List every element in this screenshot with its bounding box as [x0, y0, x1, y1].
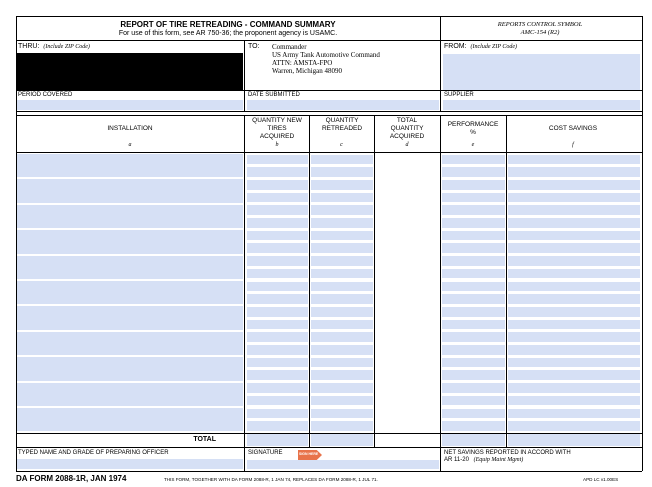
retreaded-cell[interactable] — [311, 307, 373, 317]
rule-line — [16, 471, 642, 472]
col-header-retreaded: QUANTITY RETREADED — [321, 117, 363, 132]
rcs-label: REPORTS CONTROL SYMBOL — [497, 21, 583, 28]
form-title: REPORT OF TIRE RETREADING - COMMAND SUMMARY — [120, 20, 336, 29]
installation-cell[interactable] — [17, 332, 243, 355]
rule-line — [16, 152, 642, 153]
rule-line — [16, 16, 17, 471]
new-tires-cell[interactable] — [247, 218, 308, 228]
cost-savings-cell[interactable] — [508, 155, 640, 165]
rcs-value: AMC-154 (R2) — [520, 29, 560, 36]
new-tires-cell[interactable] — [247, 421, 308, 431]
from-label: FROM: (Include ZIP Code) — [444, 43, 518, 50]
col-header-total-quantity: TOTAL QUANTITY ACQUIRED — [389, 117, 425, 140]
cost-savings-cell[interactable] — [508, 205, 640, 215]
to-label: TO: — [248, 43, 260, 50]
performance-cell[interactable] — [442, 282, 505, 292]
performance-cell[interactable] — [442, 205, 505, 215]
installation-cell[interactable] — [17, 408, 243, 431]
performance-cell[interactable] — [442, 193, 505, 203]
rule-line — [16, 115, 642, 116]
rule-line — [440, 16, 441, 40]
performance-cell[interactable] — [442, 294, 505, 304]
rule-line — [309, 115, 310, 447]
cost-savings-cell[interactable] — [508, 396, 640, 406]
cost-savings-cell[interactable] — [508, 231, 640, 241]
supplier-label: SUPPLIER — [444, 92, 474, 98]
performance-cell[interactable] — [442, 345, 505, 355]
retreaded-cell[interactable] — [311, 358, 373, 368]
retreaded-cell[interactable] — [311, 294, 373, 304]
to-line: Warren, Michigan 48090 — [272, 67, 342, 75]
rule-line — [244, 115, 245, 447]
signature-label: SIGNATURE — [248, 450, 283, 456]
retreaded-cell[interactable] — [311, 383, 373, 393]
performance-cell[interactable] — [442, 307, 505, 317]
performance-cell[interactable] — [442, 243, 505, 253]
rule-line — [440, 115, 441, 447]
total-cost-savings[interactable] — [508, 434, 640, 446]
new-tires-cell[interactable] — [247, 269, 308, 279]
signature-field[interactable] — [247, 460, 439, 469]
to-line: US Army Tank Automotive Command — [272, 51, 380, 59]
new-tires-cell[interactable] — [247, 383, 308, 393]
net-savings-ref: AR 11-20 (Equip Maint Mgmt) — [444, 457, 524, 463]
performance-cell[interactable] — [442, 256, 505, 266]
form-subtitle: For use of this form, see AR 750-36; the proponent agency is USAMC. — [118, 30, 338, 37]
new-tires-cell[interactable] — [247, 370, 308, 380]
cost-savings-cell[interactable] — [508, 256, 640, 266]
performance-cell[interactable] — [442, 358, 505, 368]
total-retreaded[interactable] — [311, 434, 373, 446]
retreaded-cell[interactable] — [311, 345, 373, 355]
new-tires-cell[interactable] — [247, 155, 308, 165]
rule-line — [244, 447, 245, 471]
col-letter-d: d — [405, 142, 409, 148]
new-tires-cell[interactable] — [247, 396, 308, 406]
cost-savings-cell[interactable] — [508, 243, 640, 253]
installation-cell[interactable] — [17, 256, 243, 279]
installation-cell[interactable] — [17, 357, 243, 380]
performance-cell[interactable] — [442, 421, 505, 431]
performance-cell[interactable] — [442, 231, 505, 241]
rule-line — [16, 90, 642, 91]
col-letter-f: f — [572, 142, 574, 148]
cost-savings-cell[interactable] — [508, 370, 640, 380]
new-tires-cell[interactable] — [247, 180, 308, 190]
new-tires-cell[interactable] — [247, 167, 308, 177]
rule-line — [16, 111, 642, 112]
rule-line — [374, 115, 375, 447]
col-letter-c: c — [340, 142, 343, 148]
performance-cell[interactable] — [442, 332, 505, 342]
preparer-label: TYPED NAME AND GRADE OF PREPARING OFFICER — [18, 450, 169, 456]
retreaded-cell[interactable] — [311, 193, 373, 203]
new-tires-cell[interactable] — [247, 358, 308, 368]
retreaded-cell[interactable] — [311, 370, 373, 380]
installation-cell[interactable] — [17, 383, 243, 406]
form-notice: THIS FORM, TOGETHER WITH DA FORM 2088-R, 1 JAN 74, REPLACES DA FORM 2088-R, 1 JUL 71. — [164, 477, 378, 482]
new-tires-cell[interactable] — [247, 409, 308, 419]
performance-cell[interactable] — [442, 269, 505, 279]
col-letter-e: e — [471, 142, 475, 148]
col-header-installation: INSTALLATION — [107, 125, 153, 132]
col-letter-a: a — [128, 142, 132, 148]
cost-savings-cell[interactable] — [508, 307, 640, 317]
retreaded-cell[interactable] — [311, 180, 373, 190]
cost-savings-cell[interactable] — [508, 193, 640, 203]
performance-cell[interactable] — [442, 167, 505, 177]
retreaded-cell[interactable] — [311, 332, 373, 342]
performance-cell[interactable] — [442, 370, 505, 380]
form-version: APD LC v1.00ES — [583, 477, 619, 482]
performance-cell[interactable] — [442, 383, 505, 393]
rule-line — [16, 433, 642, 434]
new-tires-cell[interactable] — [247, 345, 308, 355]
cost-savings-cell[interactable] — [508, 269, 640, 279]
col-header-new-tires: QUANTITY NEW TIRES ACQUIRED — [252, 117, 302, 140]
retreaded-cell[interactable] — [311, 409, 373, 419]
installation-cell[interactable] — [17, 205, 243, 228]
total-label: TOTAL — [193, 436, 216, 443]
cost-savings-cell[interactable] — [508, 345, 640, 355]
col-letter-b: b — [275, 142, 279, 148]
retreaded-cell[interactable] — [311, 155, 373, 165]
rule-line — [440, 447, 441, 471]
rule-line — [506, 115, 507, 447]
to-line: ATTN: AMSTA-FPO — [272, 59, 333, 67]
installation-cell[interactable] — [17, 230, 243, 253]
installation-cell[interactable] — [17, 281, 243, 304]
cost-savings-cell[interactable] — [508, 383, 640, 393]
new-tires-cell[interactable] — [247, 205, 308, 215]
form-id: DA FORM 2088-1R, JAN 1974 — [16, 474, 127, 483]
retreaded-cell[interactable] — [311, 269, 373, 279]
cost-savings-cell[interactable] — [508, 320, 640, 330]
col-header-cost-savings: COST SAVINGS — [548, 125, 598, 132]
rule-line — [16, 40, 642, 41]
retreaded-cell[interactable] — [311, 282, 373, 292]
performance-cell[interactable] — [442, 218, 505, 228]
retreaded-cell[interactable] — [311, 218, 373, 228]
cost-savings-cell[interactable] — [508, 294, 640, 304]
preparer-field[interactable] — [17, 459, 243, 469]
rule-line — [16, 16, 642, 17]
installation-cell[interactable] — [17, 306, 243, 329]
performance-cell[interactable] — [442, 155, 505, 165]
retreaded-cell[interactable] — [311, 231, 373, 241]
new-tires-cell[interactable] — [247, 243, 308, 253]
performance-cell[interactable] — [442, 180, 505, 190]
rule-line — [244, 40, 245, 111]
total-new-tires[interactable] — [247, 434, 308, 446]
to-line: Commander — [272, 43, 307, 51]
cost-savings-cell[interactable] — [508, 167, 640, 177]
performance-cell[interactable] — [442, 409, 505, 419]
new-tires-cell[interactable] — [247, 282, 308, 292]
cost-savings-cell[interactable] — [508, 409, 640, 419]
retreaded-cell[interactable] — [311, 167, 373, 177]
retreaded-cell[interactable] — [311, 256, 373, 266]
cost-savings-cell[interactable] — [508, 180, 640, 190]
performance-cell[interactable] — [442, 320, 505, 330]
retreaded-cell[interactable] — [311, 421, 373, 431]
rule-line — [16, 447, 642, 448]
retreaded-cell[interactable] — [311, 320, 373, 330]
new-tires-cell[interactable] — [247, 332, 308, 342]
new-tires-cell[interactable] — [247, 307, 308, 317]
total-performance[interactable] — [442, 434, 505, 446]
sign-here-text: SIGN HERE — [299, 452, 319, 456]
retreaded-cell[interactable] — [311, 243, 373, 253]
new-tires-cell[interactable] — [247, 231, 308, 241]
performance-cell[interactable] — [442, 396, 505, 406]
new-tires-cell[interactable] — [247, 193, 308, 203]
new-tires-cell[interactable] — [247, 256, 308, 266]
net-savings-label: NET SAVINGS REPORTED IN ACCORD WITH — [444, 450, 571, 456]
rule-line — [440, 40, 441, 111]
new-tires-cell[interactable] — [247, 320, 308, 330]
installation-cell[interactable] — [17, 179, 243, 202]
retreaded-cell[interactable] — [311, 205, 373, 215]
cost-savings-cell[interactable] — [508, 218, 640, 228]
thru-label: THRU: (Include ZIP Code) — [18, 43, 90, 50]
installation-cell[interactable] — [17, 154, 243, 177]
date-submitted-label: DATE SUBMITTED — [248, 92, 300, 98]
period-covered-label: PERIOD COVERED — [18, 92, 73, 98]
cost-savings-cell[interactable] — [508, 421, 640, 431]
rule-line — [642, 16, 643, 471]
retreaded-cell[interactable] — [311, 396, 373, 406]
cost-savings-cell[interactable] — [508, 358, 640, 368]
cost-savings-cell[interactable] — [508, 332, 640, 342]
new-tires-cell[interactable] — [247, 294, 308, 304]
col-header-performance: PERFORMANCE % — [447, 121, 499, 136]
cost-savings-cell[interactable] — [508, 282, 640, 292]
